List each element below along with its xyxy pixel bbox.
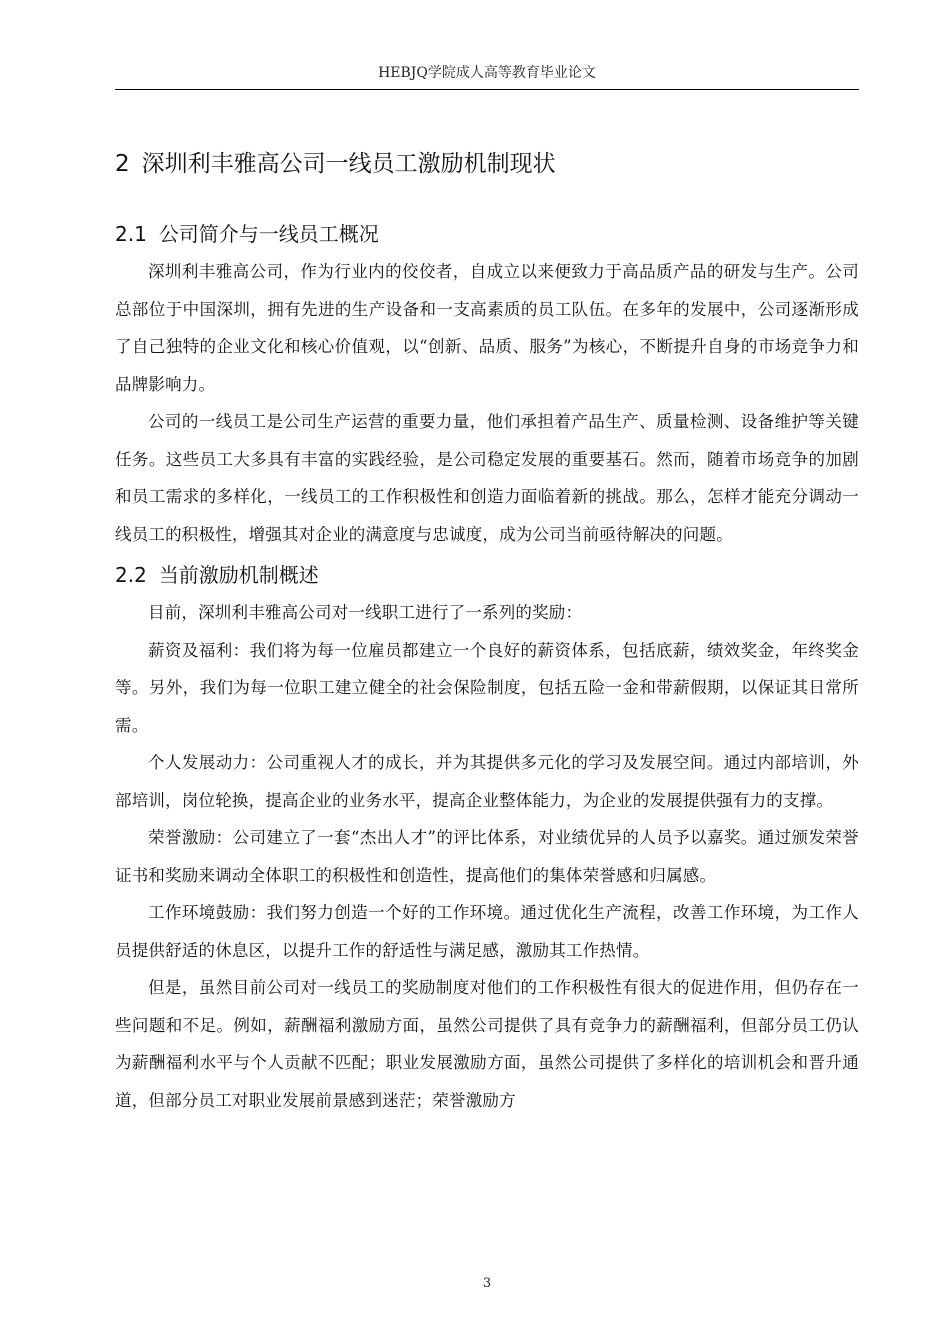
section-number: 2.1 [115,222,147,246]
header-rule [115,89,859,90]
chapter-title-text: 深圳利丰雅高公司一线员工激励机制现状 [141,151,556,177]
page-content [115,138,859,1119]
chapter-title [115,138,859,190]
paragraph: 目前，深圳利丰雅高公司对一线职工进行了一系列的奖励： [148,603,583,622]
page-number: 3 [482,1276,492,1291]
running-header: HEBJQ学院成人高等教育毕业论文 [378,65,596,81]
paragraph: 公司的一线员工是公司生产运营的重要力量，他们承担着产品生产、质量检测、设备维护等关键任务。这些员工大多具有丰富的实践经验，是公司稳定发展的重要基石。然而，随着市场竞争的加剧和员工需求的多样化，一线员工的工作积极性和创造力面临着新的挑战。那么，怎样才能充分调动一线员工的积极性，增强其对企业的满意度与忠诚度，成为公司当前亟待解决的问题。 [115,412,859,544]
section-title-text: 当前激励机制概述 [158,563,319,587]
paragraph: 工作环境鼓励：我们努力创造一个好的工作环境。通过优化生产流程，改善工作环境，为工作人员提供舒适的休息区，以提升工作的舒适性与满足感，激励其工作热情。 [115,903,859,960]
section-number: 2.2 [115,563,147,587]
section-title-2-1 [115,215,859,253]
paragraph: 深圳利丰雅高公司，作为行业内的佼佼者，自成立以来便致力于高品质产品的研发与生产。公司总部位于中国深圳，拥有先进的生产设备和一支高素质的员工队伍。在多年的发展中，公司逐渐形成了自己独特的企业文化和核心价值观，以“创新、品质、服务”为核心，不断提升自身的市场竞争力和品牌影响力。 [115,262,859,394]
paragraph: 个人发展动力：公司重视人才的成长，并为其提供多元化的学习及发展空间。通过内部培训，外部培训，岗位轮换，提高企业的业务水平，提高企业整体能力，为企业的发展提供强有力的支撑。 [115,753,859,810]
section-title-text: 公司简介与一线员工概况 [158,222,379,246]
chapter-number: 2 [115,151,130,177]
paragraph: 但是，虽然目前公司对一线员工的奖励制度对他们的工作积极性有很大的促进作用，但仍存在一些问题和不足。例如，薪酬福利激励方面，虽然公司提供了具有竞争力的薪酬福利，但部分员工仍认为薪酬福利水平与个人贡献不匹配；职业发展激励方面，虽然公司提供了多样化的培训机会和晋升通道，但部分员工对职业发展前景感到迷茫；荣誉激励方 [115,978,859,1110]
section-title-2-2 [115,556,859,594]
paragraph: 荣誉激励：公司建立了一套“杰出人才”的评比体系，对业绩优异的人员予以嘉奖。通过颁发荣誉证书和奖励来调动全体职工的积极性和创造性，提高他们的集体荣誉感和归属感。 [115,828,859,885]
paragraph: 薪资及福利：我们将为每一位雇员都建立一个良好的薪资体系，包括底薪，绩效奖金，年终奖金等。另外，我们为每一位职工建立健全的社会保险制度，包括五险一金和带薪假期，以保证其日常所需。 [115,640,859,735]
